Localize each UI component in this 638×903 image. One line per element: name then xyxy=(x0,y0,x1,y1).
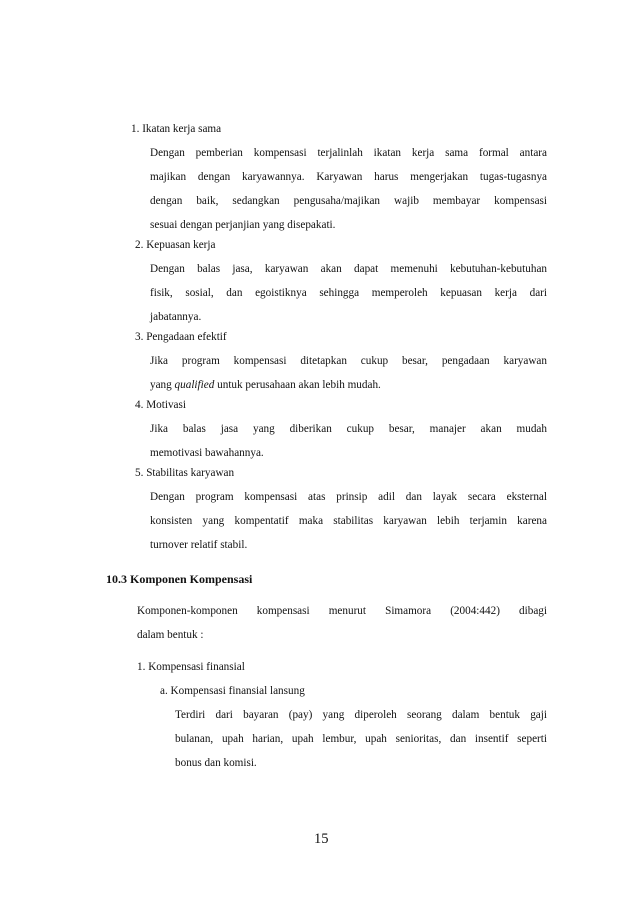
item-1-body-line: sesuai dengan perjanjian yang disepakati. xyxy=(150,219,336,231)
sub-sub-body-line: bonus dan komisi. xyxy=(175,757,257,769)
item-3-body-line-mixed xyxy=(150,378,381,392)
item-3-body-line: Jika program kompensasi ditetapkan cukup besar, pengadaan karyawan xyxy=(150,355,547,367)
sub-sub-item-title: a. Kompensasi finansial lansung xyxy=(160,685,305,697)
item-2-body-line: jabatannya. xyxy=(150,311,202,323)
page-number: 15 xyxy=(314,831,329,847)
item-1-body-line: Dengan pemberian kompensasi terjalinlah ikatan kerja sama formal antara xyxy=(150,147,547,159)
item-3-title: 3. Pengadaan efektif xyxy=(135,331,227,343)
section-intro-line: dalam bentuk : xyxy=(137,629,204,641)
item-2-body-line: Dengan balas jasa, karyawan akan dapat memenuhi kebutuhan-kebutuhan xyxy=(150,263,547,275)
item-3-italic-term: qualified xyxy=(174,379,215,391)
item-5-title: 5. Stabilitas karyawan xyxy=(135,467,235,479)
item-1-title: 1. Ikatan kerja sama xyxy=(131,123,222,135)
item-5-body-line: turnover relatif stabil. xyxy=(150,539,248,551)
item-3-prefix: yang xyxy=(150,379,175,391)
item-5-body-line: konsisten yang kompentatif maka stabilitas karyawan lebih terjamin karena xyxy=(150,515,547,527)
item-1-body-line: dengan baik, sedangkan pengusaha/majikan wajib membayar kompensasi xyxy=(150,195,547,207)
sub-item-title: 1. Kompensasi finansial xyxy=(137,661,245,673)
item-2-title: 2. Kepuasan kerja xyxy=(135,239,216,251)
section-intro-line: Komponen-komponen kompensasi menurut Simamora (2004:442) dibagi xyxy=(137,605,547,617)
section-heading: 10.3 Komponen Kompensasi xyxy=(106,572,253,586)
item-1-body-line: majikan dengan karyawannya. Karyawan harus mengerjakan tugas-tugasnya xyxy=(150,171,547,183)
item-4-body-line: Jika balas jasa yang diberikan cukup besar, manajer akan mudah xyxy=(150,423,547,435)
item-5-body-line: Dengan program kompensasi atas prinsip adil dan layak secara eksternal xyxy=(150,491,547,503)
sub-sub-body-line: bulanan, upah harian, upah lembur, upah senioritas, dan insentif seperti xyxy=(175,733,547,745)
item-2-body-line: fisik, sosial, dan egoistiknya sehingga memperoleh kepuasan kerja dari xyxy=(150,287,547,299)
item-4-title: 4. Motivasi xyxy=(135,399,186,411)
item-3-suffix: untuk perusahaan akan lebih mudah. xyxy=(214,379,381,391)
item-4-body-line: memotivasi bawahannya. xyxy=(150,447,264,459)
sub-sub-body-line: Terdiri dari bayaran (pay) yang diperoleh seorang dalam bentuk gaji xyxy=(175,709,547,721)
